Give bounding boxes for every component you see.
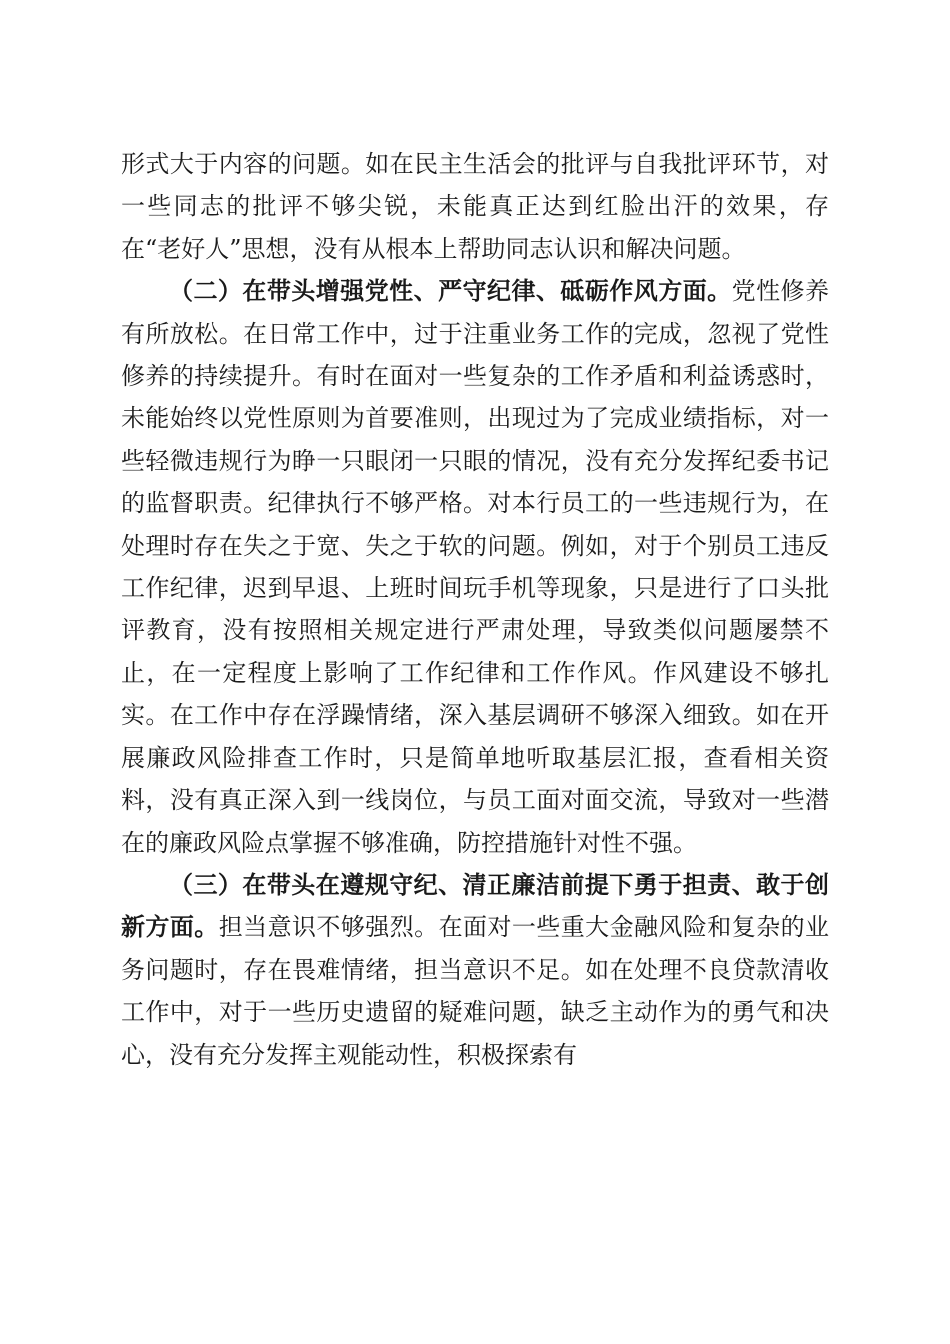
paragraph-text: 形式大于内容的问题。如在民主生活会的批评与自我批评环节，对一些同志的批评不够尖锐，未能真正达到红脸出汗的效果，存在“老好人”思想，没有从根本上帮助同志认识和解决问题。 (121, 150, 829, 263)
paragraph-continuation (121, 143, 829, 270)
paragraph-section-2 (121, 270, 829, 864)
section-heading-2: （二）在带头增强党性、严守纪律、砥砺作风方面。 (169, 276, 732, 306)
section-heading-3: （三）在带头在遵规守纪、清正廉洁前提下勇于担责、敢于创新方面。 (121, 869, 829, 942)
paragraph-text: 党性修养有所放松。在日常工作中，过于注重业务工作的完成，忽视了党性修养的持续提升。有时在面对一些复杂的工作矛盾和利益诱惑时，未能始终以党性原则为首要准则，出现过为了完成业绩指标，对一些轻微违规行为睁一只眼闭一只眼的情况，没有充分发挥纪委书记的监督职责。纪律执行不够严格。对本行员工的一些违规行为，在处理时存在失之于宽、失之于软的问题。例如，对于个别员工违反工作纪律，迟到早退、上班时间玩手机等现象，只是进行了口头批评教育，没有按照相关规定进行严肃处理，导致类似问题屡禁不止，在一定程度上影响了工作纪律和工作作风。作风建设不够扎实。在工作中存在浮躁情绪，深入基层调研不够深入细致。如在开展廉政风险排查工作时，只是简单地听取基层汇报，查看相关资料，没有真正深入到一线岗位，与员工面对面交流，导致对一些潜在的廉政风险点掌握不够准确，防控措施针对性不强。 (121, 277, 830, 857)
paragraph-section-3 (121, 864, 829, 1076)
document-body (121, 143, 829, 1076)
paragraph-text: 担当意识不够强烈。在面对一些重大金融风险和复杂的业务问题时，存在畏难情绪，担当意识不足。如在处理不良贷款清收工作中，对于一些历史遗留的疑难问题，缺乏主动作为的勇气和决心，没有充分发挥主观能动性，积极探索有 (121, 913, 830, 1069)
